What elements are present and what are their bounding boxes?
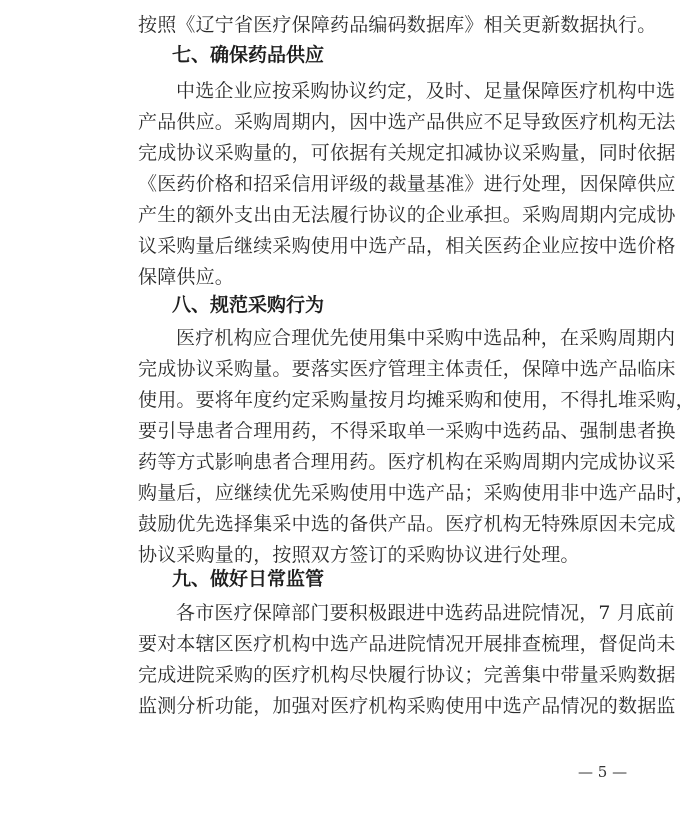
paragraph-line: 议采购量后继续采购使用中选产品，相关医药企业应按中选价格 xyxy=(138,235,676,257)
paragraph-line: 产品供应。采购周期内，因中选产品供应不足导致医疗机构无法 xyxy=(138,111,676,133)
paragraph-line: 完成进院采购的医疗机构尽快履行协议；完善集中带量采购数据 xyxy=(138,664,676,686)
paragraph-line: 协议采购量的，按照双方签订的采购协议进行处理。 xyxy=(138,544,580,566)
paragraph-line: 要对本辖区医疗机构中选产品进院情况开展排查梳理，督促尚未 xyxy=(138,633,676,655)
paragraph-line: 监测分析功能，加强对医疗机构采购使用中选产品情况的数据监 xyxy=(138,695,676,717)
paragraph-line: 完成协议采购量的，可依据有关规定扣减协议采购量，同时依据 xyxy=(138,142,676,164)
paragraph-line: 按照《辽宁省医疗保障药品编码数据库》相关更新数据执行。 xyxy=(138,14,657,36)
paragraph-line: 完成协议采购量。要落实医疗管理主体责任，保障中选产品临床 xyxy=(138,358,676,380)
paragraph-line: 药等方式影响患者合理用药。医疗机构在采购周期内完成协议采 xyxy=(138,451,676,473)
paragraph-line: 《医药价格和招采信用评级的裁量基准》进行处理，因保障供应 xyxy=(138,173,676,195)
section-heading-8: 八、规范采购行为 xyxy=(172,294,325,316)
paragraph-line: 使用。要将年度约定采购量按月均摊采购和使用，不得扎堆采购， xyxy=(138,389,695,411)
paragraph-line: 医疗机构应合理优先使用集中采购中选品种，在采购周期内 xyxy=(176,327,676,349)
paragraph-line: 各市医疗保障部门要积极跟进中选药品进院情况，7 月底前 xyxy=(176,602,675,624)
paragraph-line: 鼓励优先选择集采中选的备供产品。医疗机构无特殊原因未完成 xyxy=(138,513,676,535)
paragraph-line: 产生的额外支出由无法履行协议的企业承担。采购周期内完成协 xyxy=(138,204,676,226)
page-number: — 5 — xyxy=(578,763,628,781)
section-heading-7: 七、确保药品供应 xyxy=(172,44,325,66)
paragraph-line: 中选企业应按采购协议约定，及时、足量保障医疗机构中选 xyxy=(176,80,676,102)
paragraph-line: 保障供应。 xyxy=(138,266,235,288)
section-heading-9: 九、做好日常监管 xyxy=(172,568,325,590)
paragraph-line: 购量后，应继续优先采购使用中选产品；采购使用非中选产品时， xyxy=(138,482,695,504)
paragraph-line: 要引导患者合理用药，不得采取单一采购中选药品、强制患者换 xyxy=(138,420,676,442)
